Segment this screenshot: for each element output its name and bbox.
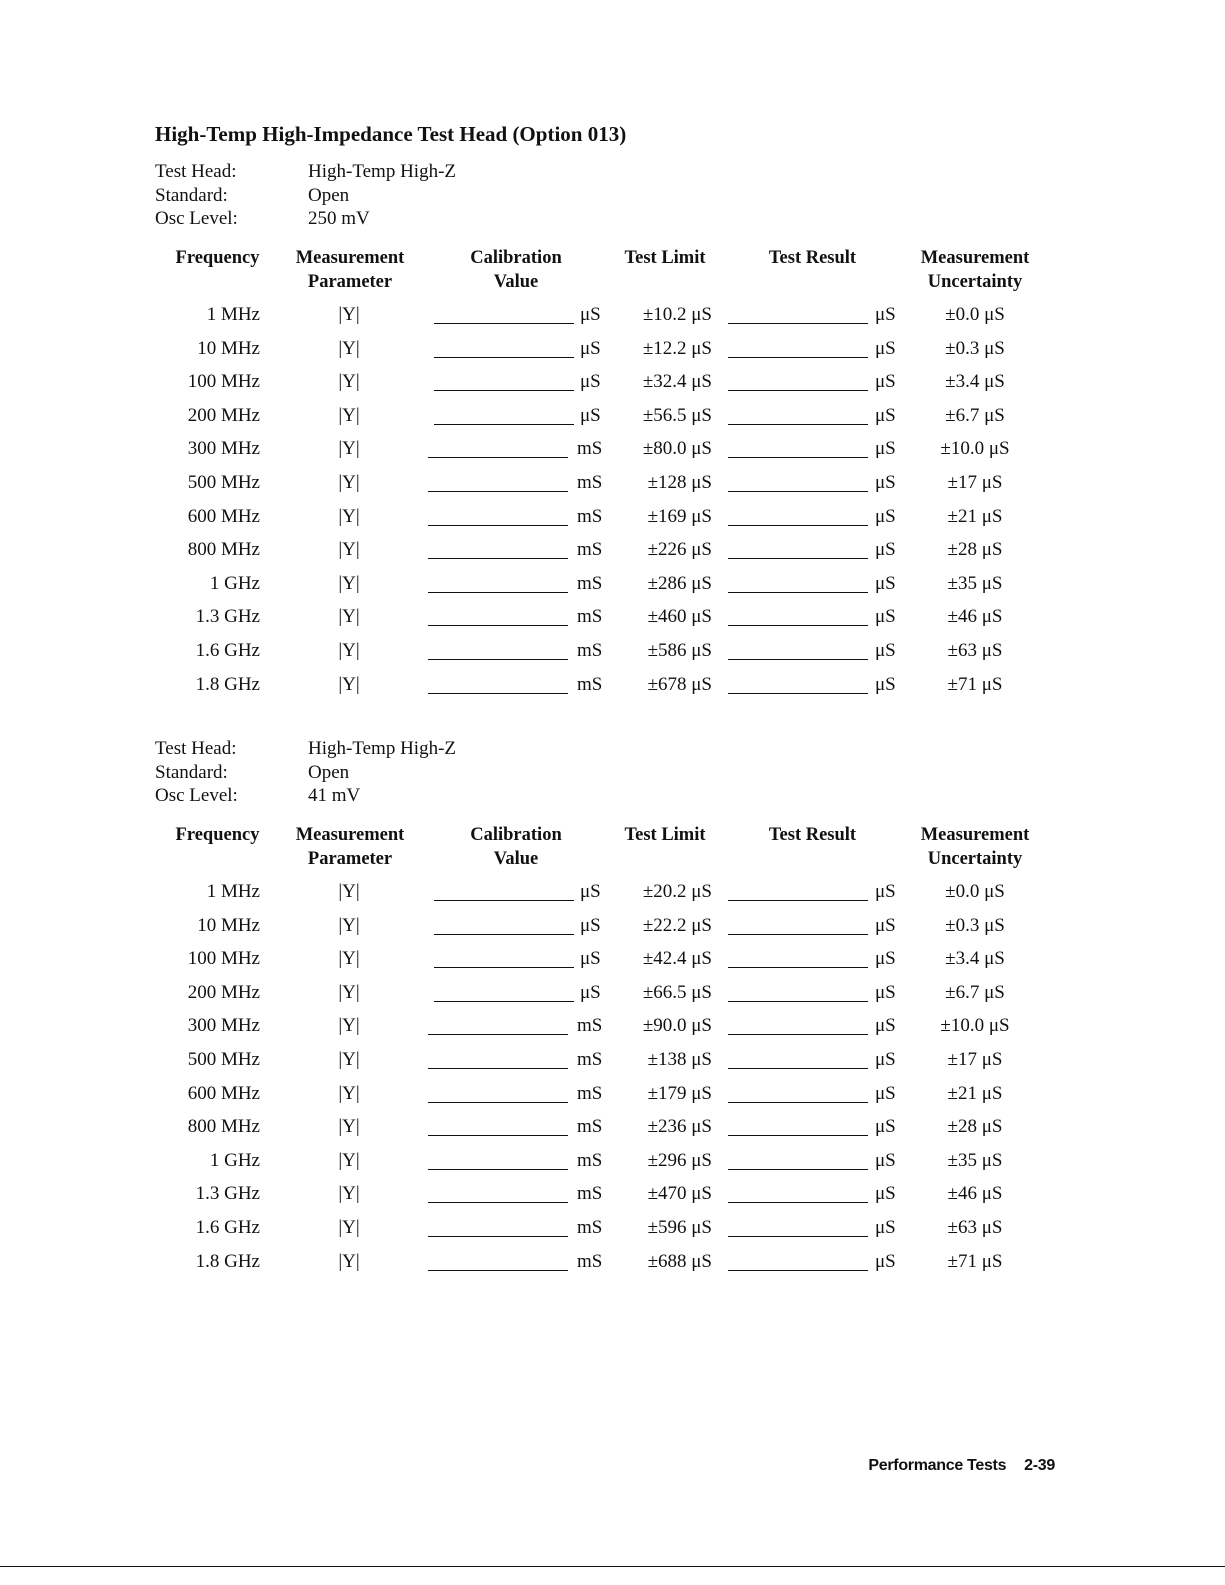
header-parameter-2: Parameter (307, 272, 393, 292)
frequency-cell: 100 MHz (187, 948, 260, 970)
blank-calibration-value[interactable] (428, 558, 568, 559)
table-row (0, 1015, 1225, 1039)
info-value: High-Temp High-Z (308, 738, 457, 759)
frequency-cell: 10 MHz (197, 914, 260, 936)
uncertainty-cell: ±28 μS (947, 539, 1003, 561)
blank-test-result[interactable] (728, 1135, 868, 1136)
blank-calibration-value[interactable] (428, 491, 568, 492)
parameter-cell: |Y| (338, 881, 360, 902)
frequency-cell: 200 MHz (187, 981, 260, 1003)
table-row (0, 1150, 1225, 1174)
parameter-cell: |Y| (338, 606, 360, 628)
parameter-cell: |Y| (338, 1149, 360, 1171)
frequency-cell: 1.8 GHz (195, 673, 260, 695)
result-unit: μS (875, 1049, 896, 1070)
header-parameter-1: Measurement (295, 248, 405, 268)
header-uncertainty-2: Uncertainty (927, 272, 1023, 292)
frequency-cell: 1.6 GHz (195, 640, 260, 661)
frequency-cell: 500 MHz (187, 1049, 260, 1070)
blank-calibration-value[interactable] (434, 357, 574, 358)
uncertainty-cell: ±0.0 μS (945, 881, 1005, 902)
parameter-cell: |Y| (338, 1049, 360, 1070)
calibration-unit: mS (577, 1149, 603, 1171)
table-row (0, 982, 1225, 1006)
blank-test-result[interactable] (728, 491, 868, 492)
test-limit-cell: ±286 μS (647, 572, 712, 594)
info-label: Standard: (155, 184, 228, 206)
page-number: 2-39 (1024, 1457, 1055, 1474)
blank-calibration-value[interactable] (428, 592, 568, 593)
result-unit: μS (875, 1149, 896, 1171)
uncertainty-cell: ±63 μS (947, 1217, 1003, 1238)
test-limit-cell: ±138 μS (647, 1049, 712, 1070)
frequency-cell: 1 MHz (206, 304, 260, 325)
calibration-unit: mS (577, 1116, 603, 1138)
result-unit: μS (875, 914, 896, 936)
table-row (0, 1049, 1225, 1073)
info-value: 250 mV (308, 208, 370, 229)
calibration-unit: μS (580, 914, 601, 936)
parameter-cell: |Y| (338, 1183, 360, 1205)
frequency-cell: 1 GHz (209, 572, 260, 594)
test-limit-cell: ±586 μS (647, 640, 712, 661)
blank-calibration-value[interactable] (434, 390, 574, 391)
table-row (0, 674, 1225, 698)
blank-test-result[interactable] (728, 1068, 868, 1069)
table-row (0, 640, 1225, 664)
calibration-unit: μS (580, 337, 601, 359)
blank-calibration-value[interactable] (428, 659, 568, 660)
frequency-cell: 600 MHz (187, 1082, 260, 1104)
calibration-unit: mS (577, 673, 603, 695)
page-footer (868, 1457, 1055, 1475)
parameter-cell: |Y| (338, 1250, 360, 1272)
uncertainty-cell: ±6.7 μS (945, 404, 1005, 426)
test-limit-cell: ±596 μS (647, 1217, 712, 1238)
footer-section: Performance Tests (868, 1457, 1007, 1474)
parameter-cell: |Y| (338, 673, 360, 695)
frequency-cell: 1.3 GHz (195, 606, 260, 628)
calibration-unit: μS (580, 304, 601, 325)
result-unit: μS (875, 505, 896, 527)
uncertainty-cell: ±35 μS (947, 1149, 1003, 1171)
parameter-cell: |Y| (338, 404, 360, 426)
result-unit: μS (875, 640, 896, 661)
table-row (0, 1183, 1225, 1207)
blank-test-result[interactable] (728, 934, 868, 935)
header-test-limit: Test Limit (624, 825, 706, 845)
frequency-cell: 800 MHz (187, 1116, 260, 1138)
table-row (0, 948, 1225, 972)
header-uncertainty-1: Measurement (920, 825, 1030, 845)
blank-calibration-value[interactable] (428, 1202, 568, 1203)
result-unit: μS (875, 1015, 896, 1037)
result-unit: μS (875, 948, 896, 970)
info-value: Open (308, 761, 350, 783)
test-limit-cell: ±66.5 μS (642, 981, 712, 1003)
calibration-unit: μS (580, 981, 601, 1003)
frequency-cell: 300 MHz (187, 1015, 260, 1037)
info-label: Test Head: (155, 161, 237, 182)
calibration-unit: mS (577, 606, 603, 628)
blank-calibration-value[interactable] (434, 424, 574, 425)
calibration-unit: mS (577, 472, 603, 493)
result-unit: μS (875, 371, 896, 393)
result-unit: μS (875, 404, 896, 426)
blank-test-result[interactable] (728, 558, 868, 559)
blank-test-result[interactable] (728, 525, 868, 526)
result-unit: μS (875, 539, 896, 561)
info-label: Test Head: (155, 738, 237, 759)
table-row (0, 915, 1225, 939)
blank-test-result[interactable] (728, 1236, 868, 1237)
blank-test-result[interactable] (728, 1034, 868, 1035)
blank-calibration-value[interactable] (428, 1068, 568, 1069)
calibration-unit: mS (577, 505, 603, 527)
header-calibration-1: Calibration (470, 825, 562, 845)
header-test-result: Test Result (768, 825, 857, 845)
table-row (0, 1217, 1225, 1241)
parameter-cell: |Y| (338, 914, 360, 936)
test-limit-cell: ±42.4 μS (642, 948, 712, 970)
blank-calibration-value[interactable] (428, 693, 568, 694)
result-unit: μS (875, 1250, 896, 1272)
blank-test-result[interactable] (728, 1102, 868, 1103)
blank-test-result[interactable] (728, 1169, 868, 1170)
blank-calibration-value[interactable] (428, 1135, 568, 1136)
table-row (0, 573, 1225, 597)
result-unit: μS (875, 1183, 896, 1205)
blank-calibration-value[interactable] (428, 1169, 568, 1170)
test-limit-cell: ±80.0 μS (642, 438, 712, 460)
uncertainty-cell: ±0.0 μS (945, 304, 1005, 325)
parameter-cell: |Y| (338, 981, 360, 1003)
result-unit: μS (875, 472, 896, 493)
frequency-cell: 800 MHz (187, 539, 260, 561)
info-value: High-Temp High-Z (308, 161, 457, 182)
blank-test-result[interactable] (728, 592, 868, 593)
table-row (0, 304, 1225, 328)
uncertainty-cell: ±3.4 μS (945, 948, 1005, 970)
blank-calibration-value[interactable] (434, 323, 574, 324)
parameter-cell: |Y| (338, 337, 360, 359)
info-label: Osc Level: (155, 208, 238, 229)
blank-test-result[interactable] (728, 357, 868, 358)
test-limit-cell: ±128 μS (647, 472, 712, 493)
frequency-cell: 1.6 GHz (195, 1217, 260, 1238)
bottom-rule (0, 1566, 1225, 1567)
header-parameter-1: Measurement (295, 825, 405, 845)
header-uncertainty-2: Uncertainty (927, 849, 1023, 869)
blank-test-result[interactable] (728, 390, 868, 391)
table-row (0, 506, 1225, 530)
info-value: 41 mV (308, 785, 361, 806)
table-row (0, 371, 1225, 395)
frequency-cell: 1 MHz (206, 881, 260, 902)
frequency-cell: 500 MHz (187, 472, 260, 493)
calibration-unit: mS (577, 572, 603, 594)
result-unit: μS (875, 606, 896, 628)
uncertainty-cell: ±17 μS (947, 472, 1003, 493)
calibration-unit: mS (577, 1183, 603, 1205)
test-limit-cell: ±169 μS (647, 505, 712, 527)
calibration-unit: μS (580, 881, 601, 902)
blank-test-result[interactable] (728, 1270, 868, 1271)
header-frequency: Frequency (175, 825, 260, 845)
parameter-cell: |Y| (338, 505, 360, 527)
header-test-result: Test Result (768, 248, 857, 268)
result-unit: μS (875, 673, 896, 695)
uncertainty-cell: ±10.0 μS (940, 438, 1010, 460)
result-unit: μS (875, 981, 896, 1003)
blank-test-result[interactable] (728, 424, 868, 425)
uncertainty-cell: ±0.3 μS (945, 914, 1005, 936)
header-calibration-1: Calibration (470, 248, 562, 268)
table-row (0, 338, 1225, 362)
blank-calibration-value[interactable] (434, 1001, 574, 1002)
header-parameter-2: Parameter (307, 849, 393, 869)
test-limit-cell: ±12.2 μS (642, 337, 712, 359)
uncertainty-cell: ±21 μS (947, 1082, 1003, 1104)
table-row (0, 606, 1225, 630)
table-row (0, 472, 1225, 496)
info-value: Open (308, 184, 350, 206)
frequency-cell: 1.8 GHz (195, 1250, 260, 1272)
parameter-cell: |Y| (338, 304, 360, 325)
result-unit: μS (875, 438, 896, 460)
calibration-unit: mS (577, 1217, 603, 1238)
test-limit-cell: ±236 μS (647, 1116, 712, 1138)
result-unit: μS (875, 1116, 896, 1138)
page-title: High-Temp High-Impedance Test Head (Option 013) (155, 122, 627, 146)
parameter-cell: |Y| (338, 1116, 360, 1138)
test-limit-cell: ±678 μS (647, 673, 712, 695)
uncertainty-cell: ±3.4 μS (945, 371, 1005, 393)
info-label: Osc Level: (155, 785, 238, 806)
table-row (0, 1083, 1225, 1107)
result-unit: μS (875, 304, 896, 325)
parameter-cell: |Y| (338, 640, 360, 661)
uncertainty-cell: ±0.3 μS (945, 337, 1005, 359)
uncertainty-cell: ±63 μS (947, 640, 1003, 661)
blank-test-result[interactable] (728, 900, 868, 901)
parameter-cell: |Y| (338, 572, 360, 594)
blank-test-result[interactable] (728, 625, 868, 626)
result-unit: μS (875, 1217, 896, 1238)
test-limit-cell: ±296 μS (647, 1149, 712, 1171)
table-row (0, 1116, 1225, 1140)
frequency-cell: 600 MHz (187, 505, 260, 527)
result-unit: μS (875, 1082, 896, 1104)
parameter-cell: |Y| (338, 539, 360, 561)
uncertainty-cell: ±6.7 μS (945, 981, 1005, 1003)
test-limit-cell: ±460 μS (647, 606, 712, 628)
calibration-unit: mS (577, 1082, 603, 1104)
test-limit-cell: ±226 μS (647, 539, 712, 561)
calibration-unit: μS (580, 404, 601, 426)
test-limit-cell: ±688 μS (647, 1250, 712, 1272)
blank-calibration-value[interactable] (428, 625, 568, 626)
blank-calibration-value[interactable] (428, 457, 568, 458)
info-label: Standard: (155, 761, 228, 783)
blank-calibration-value[interactable] (434, 967, 574, 968)
uncertainty-cell: ±21 μS (947, 505, 1003, 527)
calibration-unit: μS (580, 948, 601, 970)
uncertainty-cell: ±10.0 μS (940, 1015, 1010, 1037)
parameter-cell: |Y| (338, 1082, 360, 1104)
blank-test-result[interactable] (728, 659, 868, 660)
uncertainty-cell: ±28 μS (947, 1116, 1003, 1138)
uncertainty-cell: ±46 μS (947, 1183, 1003, 1205)
result-unit: μS (875, 337, 896, 359)
result-unit: μS (875, 572, 896, 594)
header-test-limit: Test Limit (624, 248, 706, 268)
blank-calibration-value[interactable] (434, 900, 574, 901)
calibration-unit: μS (580, 371, 601, 393)
test-limit-cell: ±90.0 μS (642, 1015, 712, 1037)
uncertainty-cell: ±17 μS (947, 1049, 1003, 1070)
test-limit-cell: ±470 μS (647, 1183, 712, 1205)
parameter-cell: |Y| (338, 948, 360, 970)
parameter-cell: |Y| (338, 371, 360, 393)
frequency-cell: 300 MHz (187, 438, 260, 460)
header-calibration-2: Value (493, 849, 539, 869)
header-calibration-2: Value (493, 272, 539, 292)
blank-calibration-value[interactable] (428, 525, 568, 526)
calibration-unit: mS (577, 640, 603, 661)
uncertainty-cell: ±71 μS (947, 1250, 1003, 1272)
calibration-unit: mS (577, 438, 603, 460)
table-row (0, 881, 1225, 905)
test-limit-cell: ±32.4 μS (642, 371, 712, 393)
frequency-cell: 100 MHz (187, 371, 260, 393)
blank-test-result[interactable] (728, 967, 868, 968)
uncertainty-cell: ±46 μS (947, 606, 1003, 628)
blank-calibration-value[interactable] (428, 1034, 568, 1035)
table-row (0, 539, 1225, 563)
frequency-cell: 10 MHz (197, 337, 260, 359)
test-limit-cell: ±179 μS (647, 1082, 712, 1104)
header-uncertainty-1: Measurement (920, 248, 1030, 268)
blank-test-result[interactable] (728, 457, 868, 458)
frequency-cell: 200 MHz (187, 404, 260, 426)
parameter-cell: |Y| (338, 438, 360, 460)
result-unit: μS (875, 881, 896, 902)
uncertainty-cell: ±35 μS (947, 572, 1003, 594)
test-limit-cell: ±22.2 μS (642, 914, 712, 936)
blank-calibration-value[interactable] (434, 934, 574, 935)
blank-calibration-value[interactable] (428, 1236, 568, 1237)
test-limit-cell: ±56.5 μS (642, 404, 712, 426)
uncertainty-cell: ±71 μS (947, 673, 1003, 695)
parameter-cell: |Y| (338, 472, 360, 493)
calibration-unit: mS (577, 1015, 603, 1037)
header-frequency: Frequency (175, 248, 260, 268)
frequency-cell: 1 GHz (209, 1149, 260, 1171)
parameter-cell: |Y| (338, 1217, 360, 1238)
table-row (0, 405, 1225, 429)
table-row (0, 1251, 1225, 1275)
test-limit-cell: ±10.2 μS (642, 304, 712, 325)
table-row (0, 438, 1225, 462)
blank-calibration-value[interactable] (428, 1102, 568, 1103)
blank-test-result[interactable] (728, 323, 868, 324)
calibration-unit: mS (577, 1049, 603, 1070)
calibration-unit: mS (577, 539, 603, 561)
calibration-unit: mS (577, 1250, 603, 1272)
blank-calibration-value[interactable] (428, 1270, 568, 1271)
blank-test-result[interactable] (728, 1202, 868, 1203)
frequency-cell: 1.3 GHz (195, 1183, 260, 1205)
test-limit-cell: ±20.2 μS (642, 881, 712, 902)
parameter-cell: |Y| (338, 1015, 360, 1037)
blank-test-result[interactable] (728, 693, 868, 694)
blank-test-result[interactable] (728, 1001, 868, 1002)
